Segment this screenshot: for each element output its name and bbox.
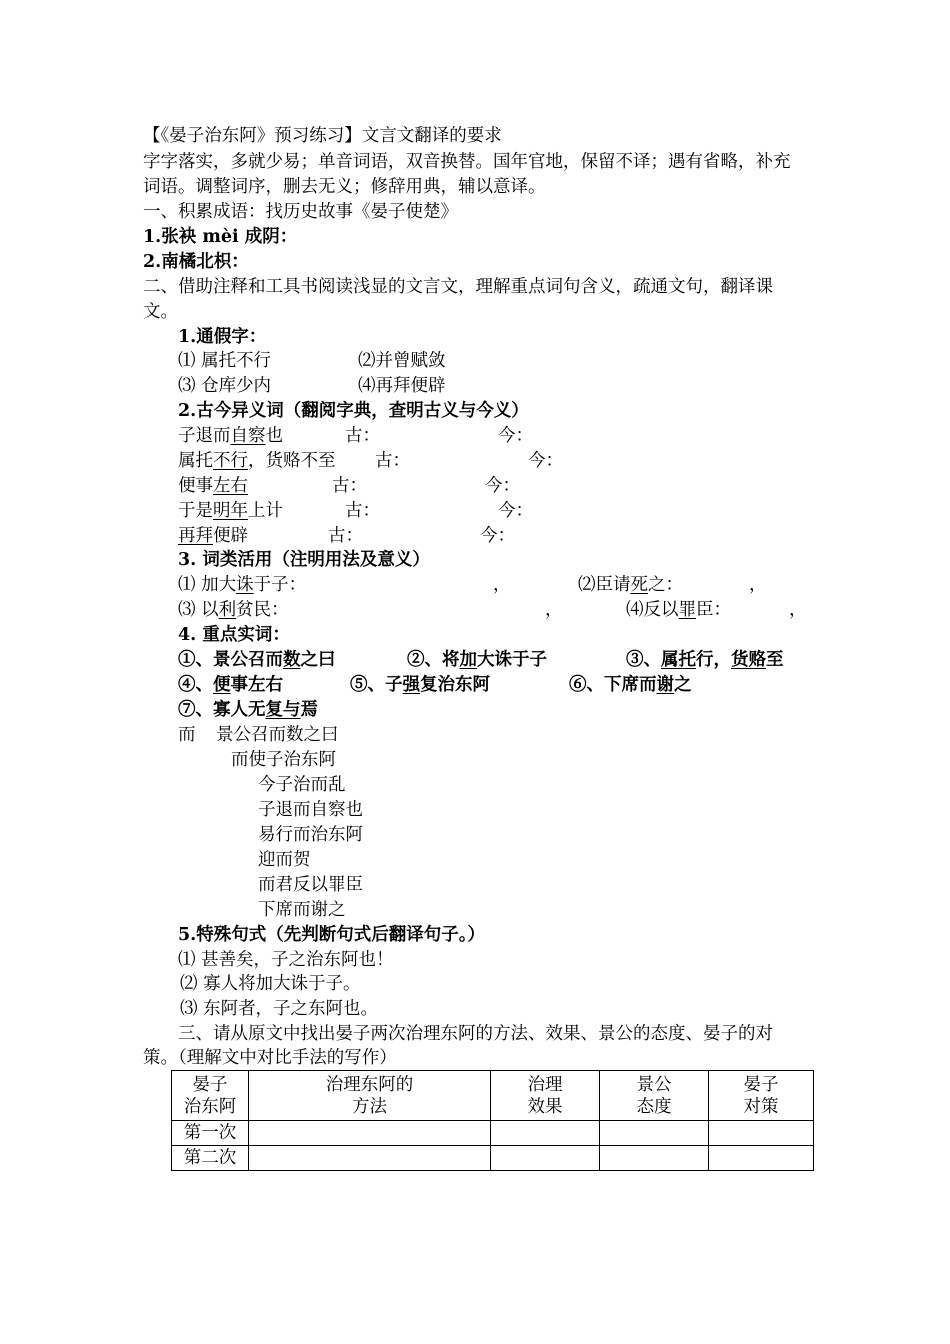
shici-item-5 [350, 674, 490, 696]
cilei-item-1-key-word: 诛 [236, 575, 254, 595]
cilei-item-4-comma: ， [789, 600, 807, 620]
shici-item-1 [178, 649, 336, 671]
table-cell-empty[interactable] [709, 1121, 814, 1146]
comparison-table [171, 1070, 814, 1171]
cilei-item-2-key-word: 死 [630, 575, 648, 595]
cilei-item-2-post: 之： [648, 575, 683, 595]
table-header-text: 晏子 [192, 1074, 228, 1095]
idiom-2: 2.南橘北枳： [143, 252, 249, 272]
gujin-row-2-text-pre: 属托 [178, 451, 213, 471]
cilei-item-4 [626, 599, 731, 621]
shici-title: 4. 重点实词： [178, 625, 290, 645]
section-3-heading-line-1: 三、请从原文中找出晏子两次治理东阿的方法、效果、景公的态度、晏子的对 [178, 1024, 773, 1044]
cilei-item-4-post: 臣： [696, 600, 731, 620]
er-usage-item: 今子治而乱 [258, 775, 346, 795]
cilei-item-1-comma: ， [493, 575, 511, 595]
gujin-row-5-jin-label: 今： [480, 526, 515, 546]
gujin-row-1-text-post: 也 [265, 426, 283, 446]
gujin-row-4-gu-label: 古： [345, 501, 380, 521]
table-header-text: 晏子 [743, 1074, 779, 1095]
cilei-item-1-post: 于子： [253, 575, 307, 595]
shici-item-6-key-word: 谢 [656, 675, 674, 695]
shici-item-6-pre: ⑥、下席而 [569, 675, 657, 695]
cilei-item-2-comma: ， [749, 575, 767, 595]
gujin-row-5 [178, 525, 248, 547]
table-header-text: 方法 [352, 1096, 387, 1117]
table-header-cell [172, 1071, 249, 1121]
gujin-title: 2.古今异义词（翻阅字典，查明古义与今义） [178, 401, 529, 421]
shici-item-3-pre: ③、 [626, 650, 661, 670]
table-row-label: 第二次 [172, 1146, 249, 1171]
translation-rules-line-2: 词语。调整词序，删去无义；修辞用典，辅以意译。 [143, 177, 546, 197]
shici-item-7-post: 焉 [300, 700, 318, 720]
table-header-text: 治东阿 [183, 1096, 237, 1117]
er-usage-item: 迎而贺 [258, 850, 311, 870]
shici-item-7-key-word-1: 复 [265, 700, 283, 720]
gujin-row-2 [178, 450, 336, 472]
shici-item-2-post: 大诛于子 [477, 650, 547, 670]
er-usage-item: 而君反以罪臣 [258, 875, 363, 895]
shici-item-3-key-word-2: 货赂 [731, 650, 766, 670]
gujin-row-4-key-word: 明年 [213, 501, 248, 521]
shici-item-2 [407, 649, 547, 671]
shici-item-1-pre: ①、景公召而 [178, 650, 283, 670]
shici-item-1-key-word: 数 [283, 650, 301, 670]
cilei-item-2-pre: ⑵臣请 [578, 575, 631, 595]
jushi-title: 5.特殊句式（先判断句式后翻译句子。） [178, 925, 486, 945]
table-row [172, 1121, 814, 1146]
section-3-heading-line-2: 策。（理解文中对比手法的写作） [143, 1048, 397, 1068]
gujin-row-2-jin-label: 今： [528, 451, 563, 471]
table-cell-empty[interactable] [600, 1146, 709, 1171]
cilei-item-1-pre: ⑴ 加大 [178, 575, 237, 595]
gujin-row-1 [178, 425, 283, 447]
gujin-row-3-key-word: 左右 [213, 476, 248, 496]
gujin-row-5-key-word: 再拜 [178, 526, 213, 546]
tongjia-item-1: ⑴ 属托不行 [178, 351, 272, 371]
table-row [172, 1146, 814, 1171]
cilei-item-3-pre: ⑶ 以 [178, 600, 219, 620]
er-usage-item: 子退而自察也 [258, 800, 363, 820]
table-cell-empty[interactable] [491, 1121, 600, 1146]
shici-item-3 [626, 649, 784, 671]
jushi-sentence-1: ⑴ 甚善矣，子之治东阿也！ [178, 950, 394, 970]
jushi-sentence-3: ⑶ 东阿者，子之东阿也。 [180, 999, 379, 1019]
table-header-text: 治理 [527, 1074, 563, 1095]
er-usage-item: 易行而治东阿 [258, 825, 363, 845]
cilei-item-2 [578, 574, 683, 596]
tongjia-item-4: ⑷再拜便辟 [358, 376, 446, 396]
cilei-item-4-pre: ⑷反以 [626, 600, 679, 620]
gujin-row-4-text-post: 上计 [248, 501, 283, 521]
shici-item-6 [569, 674, 692, 696]
cilei-item-4-key-word: 罪 [678, 600, 696, 620]
shici-item-4-post: 事左右 [230, 675, 283, 695]
worksheet-title: 【《晏子治东阿》预习练习】文言文翻译的要求 [143, 126, 502, 146]
table-cell-empty[interactable] [491, 1146, 600, 1171]
shici-item-3-key-word-1: 属托 [661, 650, 696, 670]
shici-item-6-post: 之 [674, 675, 692, 695]
shici-item-5-pre: ⑤、子 [350, 675, 403, 695]
table-cell-empty[interactable] [600, 1121, 709, 1146]
gujin-row-1-key-word: 自察 [230, 426, 266, 446]
table-header-cell [600, 1071, 709, 1121]
shici-item-1-post: 之曰 [300, 650, 336, 670]
table-header-cell [709, 1071, 814, 1121]
translation-rules-line-1: 字字落实，多就少易；单音词语，双音换替。国年官地，保留不译；遇有省略，补充 [143, 152, 791, 172]
gujin-row-4-text-pre: 于是 [178, 501, 213, 521]
er-usage-item: 下席而谢之 [258, 900, 346, 920]
gujin-row-1-jin-label: 今： [498, 426, 533, 446]
shici-item-7-pre: ⑦、寡人无 [178, 700, 266, 720]
shici-item-2-pre: ②、将 [407, 650, 460, 670]
section-2-heading-line-1: 二、借助注释和工具书阅读浅显的文言文，理解重点词句含义，疏通文句，翻译课 [143, 277, 773, 297]
cilei-item-3-comma: ， [545, 600, 563, 620]
er-usage-item: 而使子治东阿 [231, 750, 336, 770]
gujin-row-5-text-post: 便辟 [213, 526, 248, 546]
section-2-heading-line-2: 文。 [143, 302, 178, 322]
cilei-item-3-post: 贫民： [236, 600, 289, 620]
table-header-text: 态度 [636, 1096, 672, 1117]
shici-item-3-mid: 行， [696, 650, 731, 670]
gujin-row-3-text-pre: 便事 [178, 476, 213, 496]
table-header-cell [491, 1071, 600, 1121]
shici-item-7 [178, 699, 318, 721]
table-cell-empty[interactable] [709, 1146, 814, 1171]
tongjia-item-3: ⑶ 仓库少内 [178, 376, 272, 396]
table-cell-empty[interactable] [249, 1146, 491, 1171]
shici-item-5-post: 复治东阿 [420, 675, 490, 695]
shici-item-3-post: 至 [766, 650, 784, 670]
gujin-row-5-gu-label: 古： [328, 526, 363, 546]
table-header-cell [249, 1071, 491, 1121]
cilei-title: 3. 词类活用（注明用法及意义） [178, 550, 430, 570]
tongjia-item-2: ⑵并曾赋敛 [358, 351, 446, 371]
tongjia-title: 1.通假字： [178, 327, 267, 347]
gujin-row-4 [178, 500, 283, 522]
cilei-item-1 [178, 574, 306, 596]
shici-item-2-key-word: 加 [459, 650, 477, 670]
jushi-sentence-2: ⑵ 寡人将加大诛于子。 [180, 974, 361, 994]
gujin-row-3-jin-label: 今： [485, 476, 520, 496]
gujin-row-2-text-post: ，货赂不至 [248, 451, 336, 471]
er-label: 而 [178, 725, 196, 745]
shici-item-4-key-word: 便 [213, 675, 231, 695]
gujin-row-3-gu-label: 古： [332, 476, 367, 496]
gujin-row-4-jin-label: 今： [498, 501, 533, 521]
gujin-row-1-gu-label: 古： [345, 426, 380, 446]
shici-item-4 [178, 674, 283, 696]
table-row-label: 第一次 [172, 1121, 249, 1146]
table-header-text: 效果 [527, 1096, 563, 1117]
idiom-1: 1.张袂 mèi 成阴： [143, 227, 298, 247]
table-header-text: 治理东阿的 [325, 1074, 414, 1095]
cilei-item-3 [178, 599, 289, 621]
shici-item-7-key-word-2: 与 [283, 700, 301, 720]
gujin-row-2-key-word: 不行 [213, 451, 248, 471]
shici-item-4-pre: ④、 [178, 675, 213, 695]
table-header-text: 景公 [636, 1074, 672, 1095]
table-header-row [172, 1071, 814, 1121]
er-usage-item: 景公召而数之曰 [216, 725, 339, 745]
gujin-row-3 [178, 475, 248, 497]
section-1-heading: 一、积累成语：找历史故事《晏子使楚》 [143, 202, 458, 222]
table-header-text: 对策 [743, 1096, 779, 1117]
gujin-row-1-text-pre: 子退而 [178, 426, 231, 446]
table-cell-empty[interactable] [249, 1121, 491, 1146]
cilei-item-3-key-word: 利 [218, 600, 237, 620]
gujin-row-2-gu-label: 古： [375, 451, 410, 471]
shici-item-5-key-word: 强 [402, 675, 420, 695]
